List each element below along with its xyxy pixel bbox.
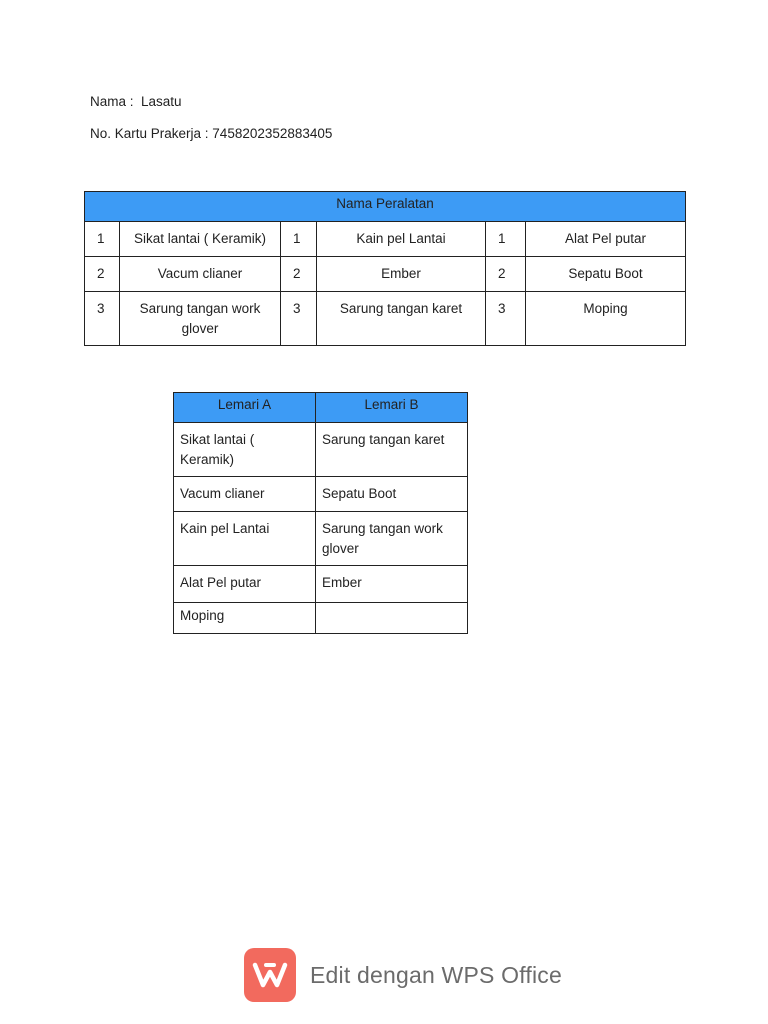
cabinet-b-cell: [316, 603, 468, 634]
card-number-line: No. Kartu Prakerja : 7458202352883405: [90, 126, 333, 141]
item-name: Ember: [317, 257, 486, 292]
item-name: Sikat lantai ( Keramik): [120, 222, 281, 257]
table-row: [174, 512, 468, 566]
cabinet-b-cell: Sarung tangan karet: [316, 423, 468, 477]
wps-logo-icon: [244, 948, 296, 1002]
item-number: 1: [486, 222, 526, 257]
item-number: 2: [281, 257, 317, 292]
cabinet-a-cell: Alat Pel putar: [174, 566, 316, 603]
item-number: 2: [85, 257, 120, 292]
cabinet-table: [173, 392, 468, 634]
item-number: 2: [486, 257, 526, 292]
cabinet-b-cell: Ember: [316, 566, 468, 603]
item-number: 1: [281, 222, 317, 257]
cabinet-a-cell: Sikat lantai ( Keramik): [174, 423, 316, 477]
item-name: Sepatu Boot: [526, 257, 686, 292]
table-row: [174, 603, 468, 634]
cabinet-b-cell: Sarung tangan work glover: [316, 512, 468, 566]
table-row: [174, 566, 468, 603]
equipment-table: [84, 191, 686, 346]
name-line: Nama : Lasatu: [90, 94, 182, 109]
table-row: [174, 423, 468, 477]
table-row: [85, 222, 686, 257]
equipment-table-title: Nama Peralatan: [85, 192, 686, 222]
cabinet-a-cell: Kain pel Lantai: [174, 512, 316, 566]
item-name: Sarung tangan work glover: [120, 292, 281, 346]
item-number: 3: [281, 292, 317, 346]
item-number: 3: [486, 292, 526, 346]
table-row: [85, 257, 686, 292]
table-row: [174, 477, 468, 512]
cabinet-a-header: Lemari A: [174, 393, 316, 423]
item-name: Sarung tangan karet: [317, 292, 486, 346]
item-number: 1: [85, 222, 120, 257]
item-name: Vacum clianer: [120, 257, 281, 292]
cabinet-b-header: Lemari B: [316, 393, 468, 423]
item-name: Moping: [526, 292, 686, 346]
item-name: Kain pel Lantai: [317, 222, 486, 257]
item-number: 3: [85, 292, 120, 346]
item-name: Alat Pel putar: [526, 222, 686, 257]
cabinet-a-cell: Vacum clianer: [174, 477, 316, 512]
wps-edit-label[interactable]: Edit dengan WPS Office: [310, 961, 562, 988]
wps-edit-banner[interactable]: [244, 948, 562, 1002]
table-row: [85, 292, 686, 346]
cabinet-b-cell: Sepatu Boot: [316, 477, 468, 512]
cabinet-a-cell: Moping: [174, 603, 316, 634]
